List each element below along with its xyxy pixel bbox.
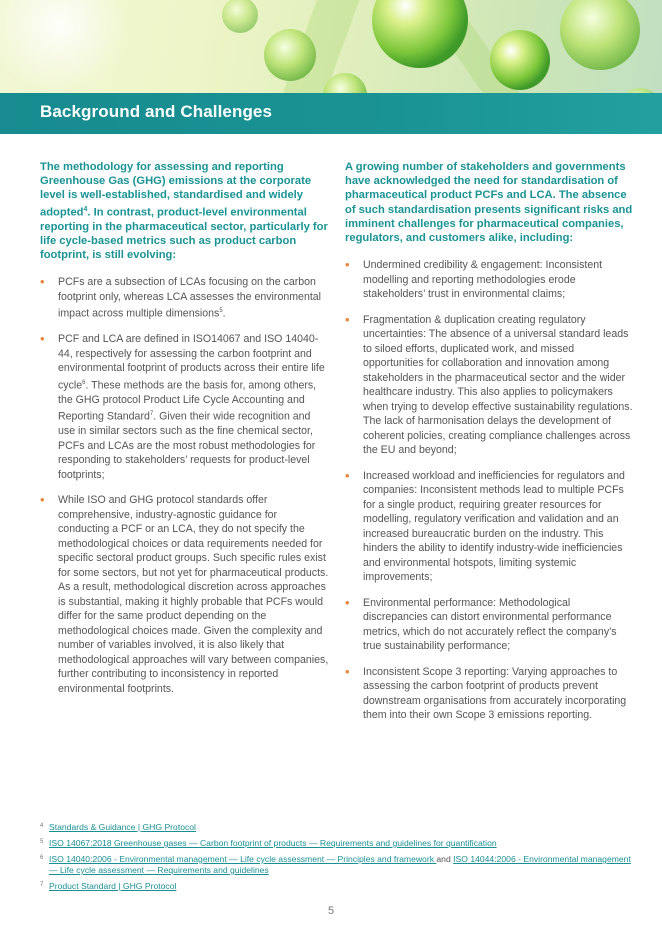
left-intro-text-b: . In contrast, product-level environmental reporting in the pharmaceutical sector, particularly for life cycle-based metrics such as product carbon footprint, is still evolving:	[40, 206, 328, 261]
footnote-ref: 4	[83, 205, 88, 213]
footnote-link[interactable]: ISO 14067:2018 Greenhouse gases — Carbon footprint of products — Requirements and guidelines for quantification	[49, 838, 497, 848]
footnote-number: 4	[40, 823, 44, 829]
footnote-ref: 7	[149, 411, 154, 418]
left-intro	[40, 160, 330, 262]
page-number: 5	[327, 905, 335, 917]
list-item	[40, 493, 330, 696]
list-item: • Inconsistent Scope 3 reporting: Varying approaches to assessing the carbon footprint of products prevent downstream organisations from accurately incorporating them into their own Scope 3 emissions reporting.	[345, 665, 635, 723]
list-item: • Environmental performance: Methodological discrepancies can distort environmental performance metrics, which do not accurately reflect the company’s true sustainability performance;	[345, 596, 635, 654]
page-title: Background and Challenges	[40, 102, 273, 121]
footnote-link[interactable]: ISO 14044:2006 - Environmental management — Life cycle assessment — Requirements and guidelines	[49, 854, 631, 875]
footnote-number: 7	[40, 882, 44, 888]
bullet-text: .	[222, 307, 226, 320]
bullet-text: PCFs are a subsection of LCAs focusing on the carbon footprint only, whereas LCA assesses the environmental impact across multiple dimensions	[58, 276, 322, 320]
footnote	[40, 881, 640, 892]
footnote-ref: 5	[219, 308, 223, 315]
list-item	[40, 275, 330, 321]
right-bullet-list	[345, 258, 635, 723]
footnote-link[interactable]: Product Standard | GHG Protocol	[49, 881, 177, 891]
right-column	[345, 160, 635, 734]
list-item: • Undermined credibility & engagement: Inconsistent modelling and reporting methodologies erode stakeholders’ trust in environmental claims;	[345, 258, 635, 302]
right-intro: A growing number of stakeholders and governments have acknowledged the need for standardisation of pharmaceutical product PCFs and LCA. The absence of such standardisation presents significant risks and imminent challenges for pharmaceutical companies, regulators, and customers alike, including:	[345, 161, 633, 245]
left-bullet-list	[40, 275, 330, 696]
footnote	[40, 854, 640, 876]
left-column	[40, 160, 330, 707]
bullet-text: PCF and LCA are defined in ISO14067 and ISO 14040-44, respectively for assessing the carbon footprint and environmental footprint of products across their entire life cycle	[58, 333, 325, 392]
footnote-link[interactable]: Standards & Guidance | GHG Protocol	[49, 822, 196, 832]
footnote-number: 5	[40, 839, 44, 845]
list-item: • Fragmentation & duplication creating regulatory uncertainties: The absence of a universal standard leads to siloed efforts, duplicated work, and missed opportunities for collaboration and innovation among stakeholders in the pharmaceutical sector and the wider healthcare industry. This also applies to policymakers when trying to develop effective sustainability regulations. The lack of harmonisation delays the development of coherent policies, creating compliance challenges across the EU and beyond;	[345, 313, 635, 458]
bullet-text: . Given their wide recognition and use in similar sectors such as the fine chemical sector, PCFs and LCAs are the most robust methodologies for responding to stakeholders’ requests for product-level footprints;	[58, 410, 316, 481]
bullet-text: . These methods are the basis for, among others, the GHG protocol Product Life Cycle Accounting and Reporting Standard	[58, 379, 317, 423]
bullet-text: While ISO and GHG protocol standards offer comprehensive, industry-agnostic guidance for conducting a PCF or an LCA, they do not specify the methodological choices or data requirements needed for specific sectoral product groups. Such specific rules exist for some sectors, but not yet for pharmaceutical products. As a result, methodological discretion across approaches is substantial, making it highly probable that PCFs would differ for the same product depending on the methodological choices made. Given the complexity and number of variables involved, it is also likely that methodological approaches will vary between companies, further contributing to inconsistency in reported environmental footprints.	[58, 494, 329, 695]
footnote	[40, 838, 640, 849]
footnote-link[interactable]: ISO 14040:2006 - Environmental management — Life cycle assessment — Principles and framework	[49, 854, 437, 864]
footnote	[40, 822, 640, 833]
list-item	[40, 332, 330, 482]
left-intro-text-a: The methodology for assessing and reporting Greenhouse Gas (GHG) emissions at the corporate level is well-established, standardised and widely adopted	[40, 161, 312, 219]
list-item: • Increased workload and inefficiencies for regulators and companies: Inconsistent methods lead to multiple PCFs for a single product, requiring greater resources for modelling, regulatory verification and validation and an increased bureaucratic burden on the industry. This hinders the ability to identify industry-wide inefficiencies and environmental hotspots, limiting systemic improvements;	[345, 469, 635, 585]
footnote-number: 6	[40, 855, 44, 861]
section-title-band	[0, 93, 662, 134]
footnotes	[40, 822, 640, 897]
footnote-ref: 6	[82, 379, 86, 386]
footnote-text: and	[436, 854, 454, 864]
